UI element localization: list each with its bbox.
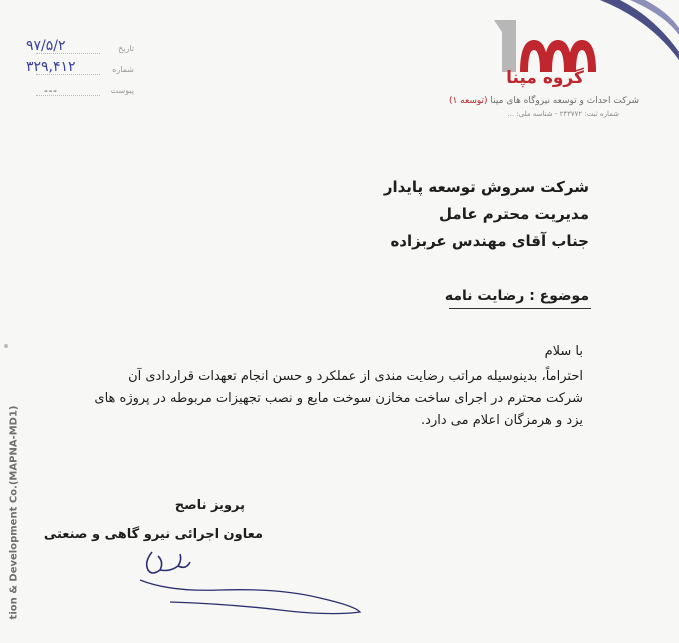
date-value: ۹۷/۵/۲: [26, 38, 66, 54]
handwritten-signature: [130, 540, 370, 630]
date-row: [4, 38, 144, 59]
letter-meta: [4, 38, 144, 101]
company-name-line: [449, 96, 639, 106]
letter-greeting: با سلام: [544, 344, 583, 359]
addressee-company: شرکت سروش توسعه پایدار: [383, 178, 589, 196]
addressee-department: مدیریت محترم عامل: [439, 205, 589, 223]
attachment-value: ---: [44, 84, 58, 97]
body-line: شرکت محترم در اجرای ساخت مخازن سوخت مایع و نصب تجهیزات مربوطه در پروژه های: [94, 391, 583, 406]
body-line: احتراماً، بدینوسیله مراتب رضایت مندی از عملکرد و حسن انجام تعهدات قراردادی آن: [128, 369, 583, 384]
attachment-row: [4, 80, 144, 101]
company-name: شرکت احداث و توسعه نیروگاه های مپنا: [490, 96, 639, 106]
number-label: شماره: [112, 65, 134, 74]
number-value: ۳۲۹,۴۱۲: [26, 59, 76, 75]
attachment-label: پیوست: [110, 86, 134, 95]
number-row: [4, 59, 144, 80]
company-suffix: (توسعه ۱): [448, 96, 488, 106]
letter-subject: موضوع : رضایت نامه: [444, 288, 589, 304]
body-line: یزد و هرمزگان اعلام می دارد.: [421, 413, 583, 428]
fold-mark: [4, 344, 8, 348]
registration-line: شماره ثبت: ۲۴۳۷۷۲ - شناسه ملی: ...: [507, 110, 619, 118]
addressee-block: [384, 174, 589, 255]
signer-name: پرویز ناصح: [174, 498, 245, 513]
mapna-wordmark: گروه مپنا: [506, 68, 584, 88]
addressee-person: جناب آقای مهندس عربزاده: [390, 232, 589, 250]
subject-underline: [449, 308, 591, 309]
letter-body: [94, 366, 583, 432]
signer-title: معاون اجرائی نیرو گاهی و صنعتی: [43, 527, 263, 542]
side-company-text: tion & Development Co.(MAPNA-MD1): [8, 405, 20, 620]
date-label: تاریخ: [118, 44, 134, 53]
